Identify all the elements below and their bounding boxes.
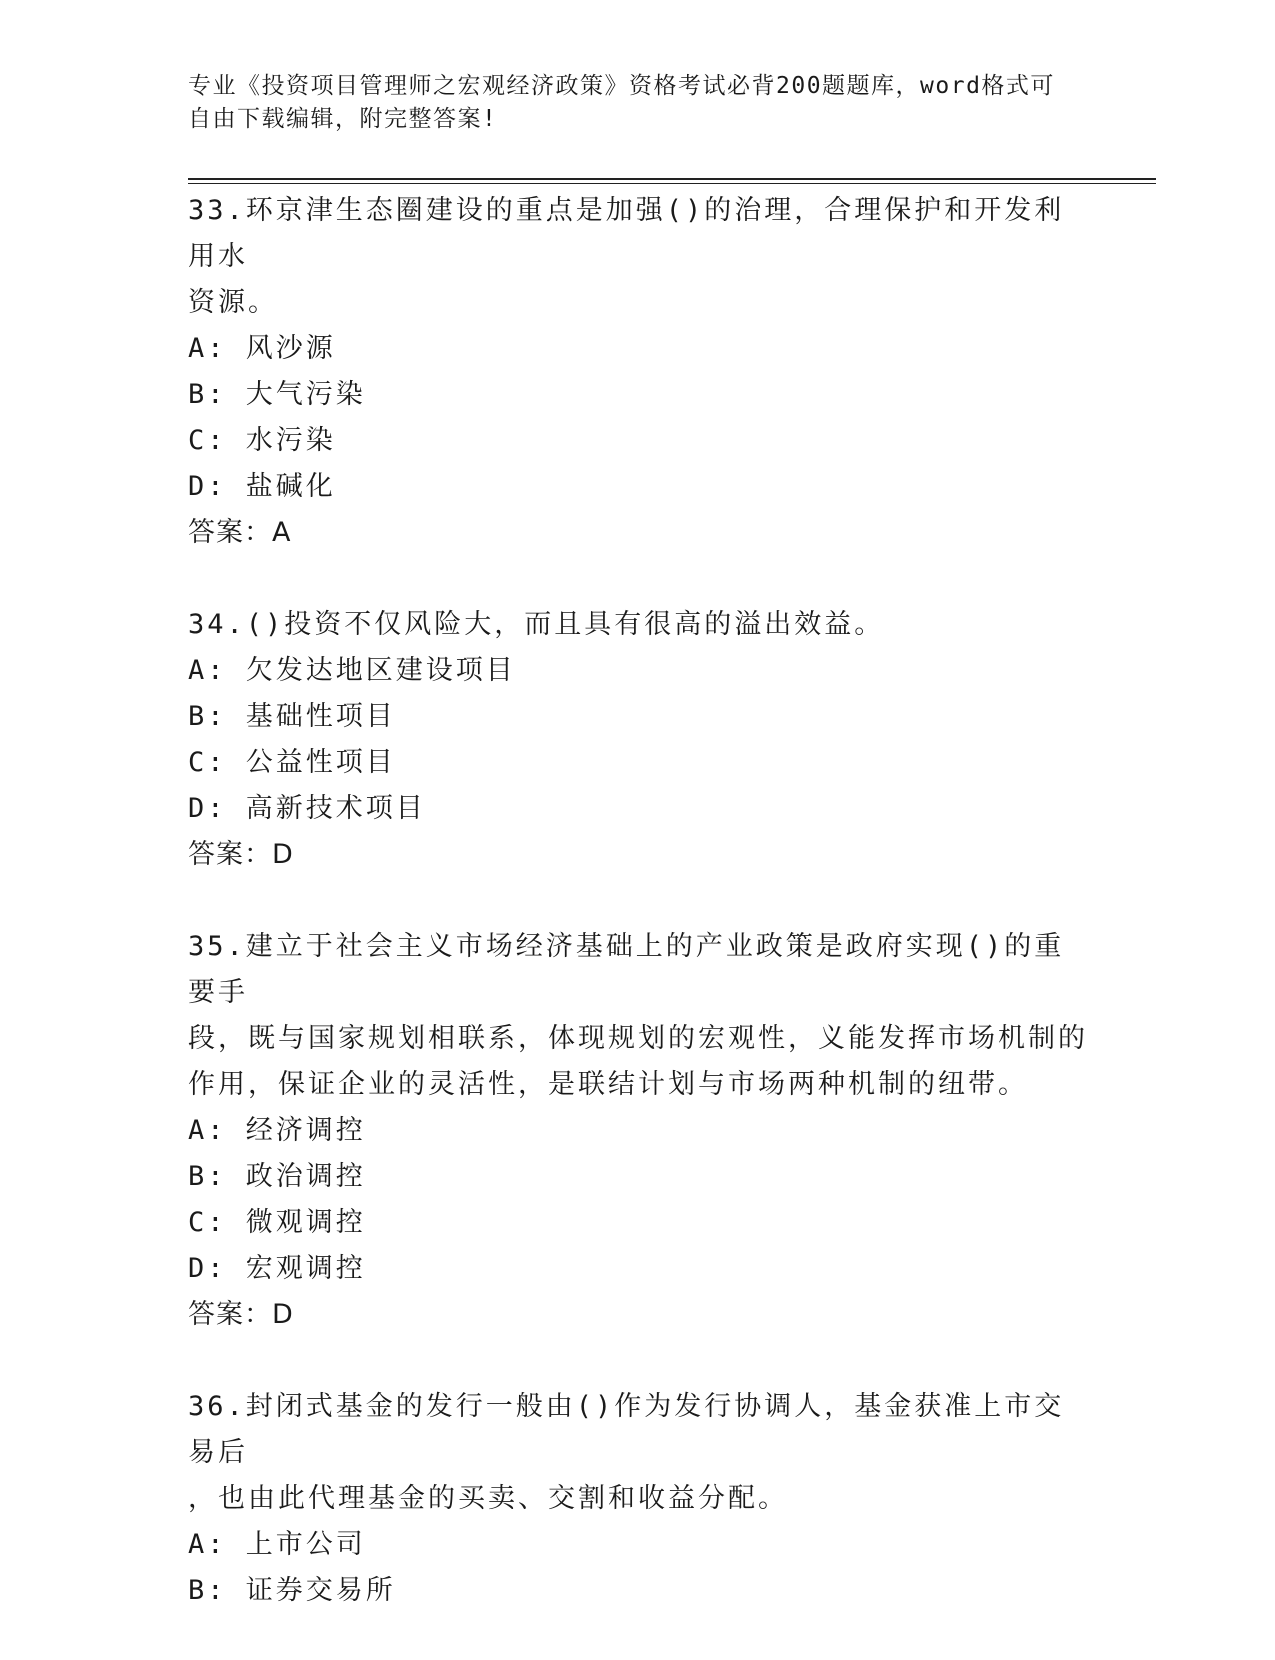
question-text: 资源。 xyxy=(188,287,278,318)
answer: 答案：D xyxy=(188,839,294,870)
question-list xyxy=(188,188,1088,1660)
question-33 xyxy=(188,188,1088,556)
header-line-1: 专业《投资项目管理师之宏观经济政策》资格考试必背200题题库，word格式可 xyxy=(188,73,1055,99)
option-a: A: 欠发达地区建设项目 xyxy=(188,655,516,686)
question-text: 段，既与国家规划相联系，体现规划的宏观性，义能发挥市场机制的 xyxy=(188,1023,1088,1054)
question-34 xyxy=(188,602,1088,878)
answer: 答案：A xyxy=(188,517,292,548)
question-text: ，也由此代理基金的买卖、交割和收益分配。 xyxy=(188,1483,788,1514)
header-rule-thin xyxy=(188,183,1156,184)
header-line-2: 自由下载编辑，附完整答案! xyxy=(188,106,498,132)
question-36 xyxy=(188,1384,1088,1614)
question-text: 35.建立于社会主义市场经济基础上的产业政策是政府实现()的重要手 xyxy=(188,931,1065,1008)
answer: 答案：D xyxy=(188,1299,294,1330)
question-text: 33.环京津生态圈建设的重点是加强()的治理，合理保护和开发利用水 xyxy=(188,195,1065,272)
option-b: B: 证券交易所 xyxy=(188,1575,396,1606)
question-text: 34.()投资不仅风险大，而且具有很高的溢出效益。 xyxy=(188,609,885,640)
option-a: A: 经济调控 xyxy=(188,1115,366,1146)
header-rule-thick xyxy=(188,178,1156,180)
option-d: D: 盐碱化 xyxy=(188,471,336,502)
question-text: 作用，保证企业的灵活性，是联结计划与市场两种机制的纽带。 xyxy=(188,1069,1028,1100)
option-b: B: 大气污染 xyxy=(188,379,366,410)
option-c: C: 公益性项目 xyxy=(188,747,396,778)
option-c: C: 微观调控 xyxy=(188,1207,366,1238)
question-35 xyxy=(188,924,1088,1338)
option-a: A: 上市公司 xyxy=(188,1529,366,1560)
option-b: B: 政治调控 xyxy=(188,1161,366,1192)
question-text: 36.封闭式基金的发行一般由()作为发行协调人，基金获准上市交易后 xyxy=(188,1391,1065,1468)
option-c: C: 水污染 xyxy=(188,425,336,456)
option-a: A: 风沙源 xyxy=(188,333,336,364)
document-header xyxy=(188,70,1088,136)
option-b: B: 基础性项目 xyxy=(188,701,396,732)
option-d: D: 高新技术项目 xyxy=(188,793,426,824)
option-d: D: 宏观调控 xyxy=(188,1253,366,1284)
